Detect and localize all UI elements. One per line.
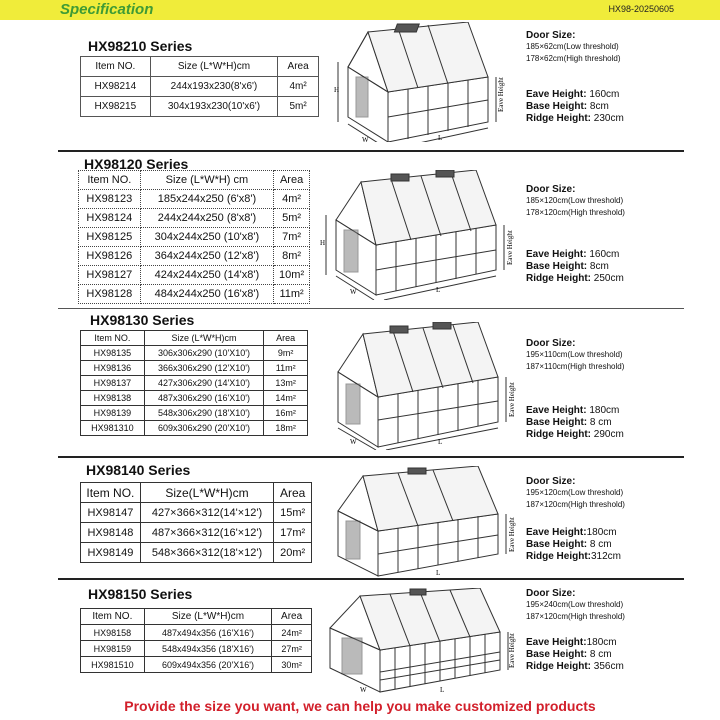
column-header: Item NO.	[81, 483, 141, 503]
eave-height-label: Eave Height	[508, 517, 516, 552]
eave-height-value: 180cm	[589, 405, 620, 416]
item-number-cell: HX981310	[81, 421, 145, 436]
item-number-cell: HX98139	[81, 406, 145, 421]
eave-height-label: Eave Height	[506, 230, 514, 265]
eave-height-label: Eave Height	[497, 77, 505, 112]
size-cell: 487x494x356 (16'X16')	[144, 625, 272, 641]
eave-height-label: Eave Height:	[526, 637, 587, 648]
door-size-title: Door Size:	[526, 476, 576, 487]
eave-height-row	[526, 249, 625, 261]
door-high-threshold: 187×110cm(High threshold)	[526, 362, 625, 371]
base-height-value: 8 cm	[589, 417, 612, 428]
size-cell: 548x494x356 (18'X16')	[144, 641, 272, 657]
area-cell: 4m²	[274, 190, 310, 209]
size-cell: 427×366×312(14'×12')	[140, 503, 273, 523]
section-divider	[58, 308, 684, 309]
door-low-threshold: 195×120cm(Low threshold)	[526, 488, 624, 497]
area-cell: 7m²	[274, 228, 310, 247]
area-cell: 15m²	[274, 503, 312, 523]
base-height-label: Base Height:	[526, 539, 588, 550]
eave-height-row	[526, 405, 624, 417]
dimension-info	[526, 338, 624, 441]
size-cell: 427x306x290 (14'X10')	[144, 376, 264, 391]
column-header: Size (L*W*H)cm	[144, 609, 272, 625]
area-cell: 27m²	[272, 641, 312, 657]
series-title: HX98130 Series	[90, 312, 195, 328]
column-header: Size(L*W*H)cm	[140, 483, 273, 503]
item-number-cell: HX98159	[81, 641, 145, 657]
item-number-cell: HX98126	[79, 247, 141, 266]
ridge-height-value: 356cm	[593, 661, 624, 672]
eave-height-label: Eave Height:	[526, 405, 587, 416]
greenhouse-diagram	[318, 466, 518, 578]
base-height-value: 8cm	[589, 101, 609, 112]
spec-table	[80, 330, 308, 436]
ridge-height-row	[526, 113, 624, 125]
item-number-cell: HX98128	[79, 285, 141, 304]
area-cell: 17m²	[274, 523, 312, 543]
item-number-cell: HX98215	[81, 97, 151, 117]
eave-height-value: 160cm	[589, 89, 620, 100]
column-header: Size (L*W*H) cm	[140, 171, 273, 190]
item-number-cell: HX98136	[81, 361, 145, 376]
ridge-height-value: 290cm	[593, 429, 624, 440]
area-cell: 11m²	[274, 285, 310, 304]
base-height-label: Base Height:	[526, 417, 588, 428]
area-cell: 11m²	[264, 361, 308, 376]
greenhouse-diagram	[318, 322, 518, 450]
size-cell: 366x306x290 (12'X10')	[144, 361, 264, 376]
eave-height-label: Eave Height:	[526, 527, 587, 538]
size-cell: 185x244x250 (6'x8')	[140, 190, 273, 209]
column-header: Area	[264, 331, 308, 346]
customization-notice: Provide the size you want, we can help you make customized products	[124, 698, 596, 714]
size-cell: 364x244x250 (12'x8')	[140, 247, 273, 266]
ridge-height-label: Ridge Height:	[526, 661, 591, 672]
series-title: HX98210 Series	[88, 38, 193, 54]
item-number-cell: HX98158	[81, 625, 145, 641]
length-label: L	[436, 286, 441, 294]
eave-height-row	[526, 637, 625, 649]
door-high-threshold: 178×62cm(High threshold)	[526, 54, 621, 63]
item-number-cell: HX98148	[81, 523, 141, 543]
ridge-height-row	[526, 273, 625, 285]
column-header: Item NO.	[81, 57, 151, 77]
size-cell: 244x244x250 (8'x8')	[140, 209, 273, 228]
door-size-title: Door Size:	[526, 30, 576, 41]
door-low-threshold: 195×110cm(Low threshold)	[526, 350, 623, 359]
door-low-threshold: 185×120cm(Low threshold)	[526, 196, 624, 205]
size-cell: 304x193x230(10'x6')	[150, 97, 278, 117]
column-header: Size (L*W*H)cm	[150, 57, 278, 77]
top-banner	[0, 0, 720, 20]
size-cell: 487x306x290 (16'X10')	[144, 391, 264, 406]
ridge-height-label: Ridge Height:	[526, 113, 591, 124]
door-high-threshold: 187×120cm(High threshold)	[526, 612, 625, 621]
item-number-cell: HX98138	[81, 391, 145, 406]
door-high-threshold: 187×120cm(High threshold)	[526, 500, 625, 509]
area-cell: 18m²	[264, 421, 308, 436]
area-cell: 14m²	[264, 391, 308, 406]
specification-heading: Specification	[60, 1, 154, 18]
length-label: L	[438, 438, 443, 446]
eave-height-row	[526, 527, 625, 539]
section-divider	[58, 456, 684, 458]
item-number-cell: HX98127	[79, 266, 141, 285]
column-header: Area	[278, 57, 319, 77]
base-height-row	[526, 539, 625, 551]
column-header: Size (L*W*H)cm	[144, 331, 264, 346]
item-number-cell: HX98135	[81, 346, 145, 361]
door-size-title: Door Size:	[526, 338, 576, 349]
ridge-height-row	[526, 429, 624, 441]
height-label: H	[334, 86, 340, 94]
ridge-height-value: 312cm	[591, 551, 622, 562]
ridge-height-value: 250cm	[593, 273, 624, 284]
length-label: L	[436, 569, 441, 577]
greenhouse-diagram	[328, 22, 518, 142]
base-height-label: Base Height:	[526, 101, 588, 112]
series-title: HX98150 Series	[88, 586, 193, 602]
eave-height-value: 160cm	[589, 249, 620, 260]
size-cell: 609x306x290 (20'X10')	[144, 421, 264, 436]
length-label: L	[440, 686, 445, 694]
size-cell: 548×366×312(18'×12')	[140, 543, 273, 563]
column-header: Item NO.	[81, 609, 145, 625]
column-header: Area	[272, 609, 312, 625]
area-cell: 16m²	[264, 406, 308, 421]
door-size-title: Door Size:	[526, 588, 576, 599]
eave-height-value: 180cm	[586, 637, 617, 648]
column-header: Area	[274, 171, 310, 190]
size-cell: 304x244x250 (10'x8')	[140, 228, 273, 247]
area-cell: 5m²	[274, 209, 310, 228]
size-cell: 609x494x356 (20'X16')	[144, 657, 272, 673]
series-title: HX98120 Series	[84, 156, 189, 172]
item-number-cell: HX98147	[81, 503, 141, 523]
item-number-cell: HX981510	[81, 657, 145, 673]
item-number-cell: HX98137	[81, 376, 145, 391]
ridge-height-label: Ridge Height:	[526, 273, 591, 284]
door-size-title: Door Size:	[526, 184, 576, 195]
size-cell: 487×366×312(16'×12')	[140, 523, 273, 543]
item-number-cell: HX98123	[79, 190, 141, 209]
eave-height-label: Eave Height:	[526, 89, 587, 100]
greenhouse-diagram	[320, 588, 516, 694]
column-header: Area	[274, 483, 312, 503]
greenhouse-diagram	[316, 170, 516, 300]
eave-height-row	[526, 89, 624, 101]
item-number-cell: HX98149	[81, 543, 141, 563]
area-cell: 4m²	[278, 77, 319, 97]
dimension-info	[526, 476, 625, 563]
area-cell: 20m²	[274, 543, 312, 563]
size-cell: 424x244x250 (14'x8')	[140, 266, 273, 285]
eave-height-value: 180cm	[586, 527, 617, 538]
size-cell: 306x306x290 (10'X10')	[144, 346, 264, 361]
eave-height-label: Eave Height	[508, 382, 516, 417]
dimension-info	[526, 588, 625, 673]
base-height-row	[526, 417, 624, 429]
area-cell: 30m²	[272, 657, 312, 673]
area-cell: 8m²	[274, 247, 310, 266]
spec-table	[78, 170, 310, 304]
item-number-cell: HX98124	[79, 209, 141, 228]
column-header: Item NO.	[81, 331, 145, 346]
area-cell: 9m²	[264, 346, 308, 361]
item-number-cell: HX98214	[81, 77, 151, 97]
base-height-value: 8 cm	[589, 539, 612, 550]
document-code: HX98-20250605	[608, 4, 674, 14]
ridge-height-label: Ridge Height:	[526, 551, 591, 562]
base-height-label: Base Height:	[526, 649, 588, 660]
ridge-height-label: Ridge Height:	[526, 429, 591, 440]
ridge-height-row	[526, 551, 625, 563]
area-cell: 24m²	[272, 625, 312, 641]
size-cell: 548x306x290 (18'X10')	[144, 406, 264, 421]
width-label: W	[362, 136, 369, 142]
base-height-value: 8 cm	[589, 649, 612, 660]
ridge-height-row	[526, 661, 625, 673]
width-label: W	[360, 686, 367, 694]
width-label: W	[350, 288, 357, 296]
size-cell: 244x193x230(8'x6')	[150, 77, 278, 97]
eave-height-label: Eave Height:	[526, 249, 587, 260]
series-title: HX98140 Series	[86, 462, 191, 478]
base-height-row	[526, 649, 625, 661]
section-divider	[58, 578, 684, 580]
door-high-threshold: 178×120cm(High threshold)	[526, 208, 625, 217]
dimension-info	[526, 184, 625, 285]
length-label: L	[438, 134, 443, 142]
door-low-threshold: 195×240cm(Low threshold)	[526, 600, 624, 609]
eave-height-label: Eave Height	[508, 633, 516, 668]
area-cell: 10m²	[274, 266, 310, 285]
spec-table	[80, 482, 312, 563]
size-cell: 484x244x250 (16'x8')	[140, 285, 273, 304]
item-number-cell: HX98125	[79, 228, 141, 247]
column-header: Item NO.	[79, 171, 141, 190]
spec-table	[80, 608, 312, 673]
base-height-value: 8cm	[589, 261, 609, 272]
width-label: W	[350, 438, 357, 446]
base-height-label: Base Height:	[526, 261, 588, 272]
ridge-height-value: 230cm	[593, 113, 624, 124]
dimension-info	[526, 30, 624, 125]
base-height-row	[526, 101, 624, 113]
section-divider	[58, 150, 684, 152]
spec-table	[80, 56, 319, 117]
height-label: H	[320, 239, 326, 247]
area-cell: 13m²	[264, 376, 308, 391]
area-cell: 5m²	[278, 97, 319, 117]
door-low-threshold: 185×62cm(Low threshold)	[526, 42, 619, 51]
base-height-row	[526, 261, 625, 273]
